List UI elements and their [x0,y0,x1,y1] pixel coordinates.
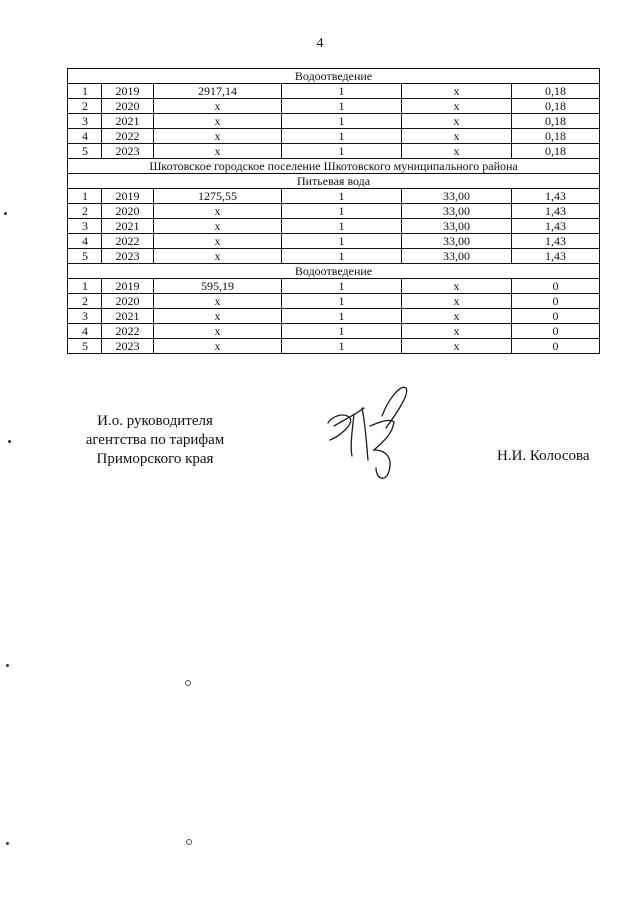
table-row [68,189,600,204]
tariff-value: 0,18 [512,84,600,99]
index: 1 [282,99,402,114]
index: 1 [282,219,402,234]
table-row [68,99,600,114]
table-row [68,204,600,219]
table-row [68,114,600,129]
base-value: x [154,339,282,354]
table-row [68,144,600,159]
year: 2022 [102,129,154,144]
rate: x [402,294,512,309]
year: 2021 [102,309,154,324]
index: 1 [282,144,402,159]
tariff-value: 1,43 [512,234,600,249]
base-value: 2917,14 [154,84,282,99]
base-value: x [154,309,282,324]
rate: 33,00 [402,249,512,264]
rate: x [402,114,512,129]
signer-name: Н.И. Колосова [497,448,590,464]
base-value: 1275,55 [154,189,282,204]
row-number: 2 [68,204,102,219]
row-number: 5 [68,144,102,159]
table-row [68,129,600,144]
table-row [68,294,600,309]
rate: x [402,309,512,324]
rate: 33,00 [402,219,512,234]
page-number: 4 [316,36,324,51]
tariff-value: 1,43 [512,189,600,204]
row-number: 1 [68,189,102,204]
row-number: 2 [68,294,102,309]
section-title: Водоотведение [68,264,600,279]
year: 2020 [102,204,154,219]
tariff-value: 1,43 [512,204,600,219]
scan-speck [186,839,192,845]
rate: x [402,324,512,339]
tariff-value: 0,18 [512,114,600,129]
rate: 33,00 [402,234,512,249]
handwritten-signature [310,378,420,488]
year: 2022 [102,234,154,249]
year: 2019 [102,279,154,294]
year: 2019 [102,84,154,99]
section-header-row [68,159,600,174]
year: 2023 [102,144,154,159]
tariff-value: 0,18 [512,144,600,159]
index: 1 [282,204,402,219]
index: 1 [282,129,402,144]
signer-title [60,412,250,469]
index: 1 [282,279,402,294]
scan-speck [4,212,7,215]
tariff-value: 1,43 [512,249,600,264]
index: 1 [282,324,402,339]
rate: x [402,129,512,144]
index: 1 [282,234,402,249]
year: 2020 [102,99,154,114]
base-value: x [154,234,282,249]
row-number: 5 [68,249,102,264]
rate: x [402,339,512,354]
section-header-row [68,174,600,189]
rate: x [402,144,512,159]
table-row [68,324,600,339]
scan-speck [8,440,11,443]
row-number: 2 [68,99,102,114]
index: 1 [282,309,402,324]
index: 1 [282,189,402,204]
tariff-value: 0,18 [512,129,600,144]
row-number: 4 [68,129,102,144]
rate: x [402,279,512,294]
base-value: x [154,204,282,219]
tariff-table [67,68,600,354]
section-title: Питьевая вода [68,174,600,189]
year: 2023 [102,339,154,354]
year: 2021 [102,219,154,234]
base-value: x [154,129,282,144]
section-title: Шкотовское городское поселение Шкотовского муниципального района [68,159,600,174]
rate: 33,00 [402,189,512,204]
tariff-value: 1,43 [512,219,600,234]
signer-title-line-3: Приморского края [96,451,214,467]
base-value: x [154,249,282,264]
year: 2019 [102,189,154,204]
row-number: 1 [68,84,102,99]
year: 2023 [102,249,154,264]
tariff-value: 0 [512,279,600,294]
year: 2022 [102,324,154,339]
rate: 33,00 [402,204,512,219]
base-value: x [154,144,282,159]
year: 2021 [102,114,154,129]
tariff-value: 0 [512,309,600,324]
tariff-value: 0 [512,294,600,309]
scan-speck [6,664,9,667]
scan-speck [185,680,191,686]
index: 1 [282,294,402,309]
year: 2020 [102,294,154,309]
table-row [68,339,600,354]
base-value: x [154,99,282,114]
index: 1 [282,339,402,354]
tariff-value: 0,18 [512,99,600,114]
index: 1 [282,249,402,264]
signer-title-line-2: агентства по тарифам [85,432,225,448]
table-row [68,279,600,294]
row-number: 1 [68,279,102,294]
table-row [68,219,600,234]
signer-title-line-1: И.о. руководителя [97,413,213,429]
row-number: 3 [68,309,102,324]
index: 1 [282,84,402,99]
tariff-value: 0 [512,324,600,339]
section-title: Водоотведение [68,69,600,84]
rate: x [402,99,512,114]
section-header-row [68,69,600,84]
base-value: x [154,324,282,339]
tariff-value: 0 [512,339,600,354]
scan-speck [6,842,9,845]
table-row [68,84,600,99]
base-value: x [154,219,282,234]
base-value: x [154,114,282,129]
row-number: 3 [68,114,102,129]
base-value: x [154,294,282,309]
table-row [68,234,600,249]
rate: x [402,84,512,99]
index: 1 [282,114,402,129]
section-header-row [68,264,600,279]
row-number: 4 [68,234,102,249]
base-value: 595,19 [154,279,282,294]
row-number: 4 [68,324,102,339]
row-number: 3 [68,219,102,234]
table-row [68,249,600,264]
row-number: 5 [68,339,102,354]
table-row [68,309,600,324]
